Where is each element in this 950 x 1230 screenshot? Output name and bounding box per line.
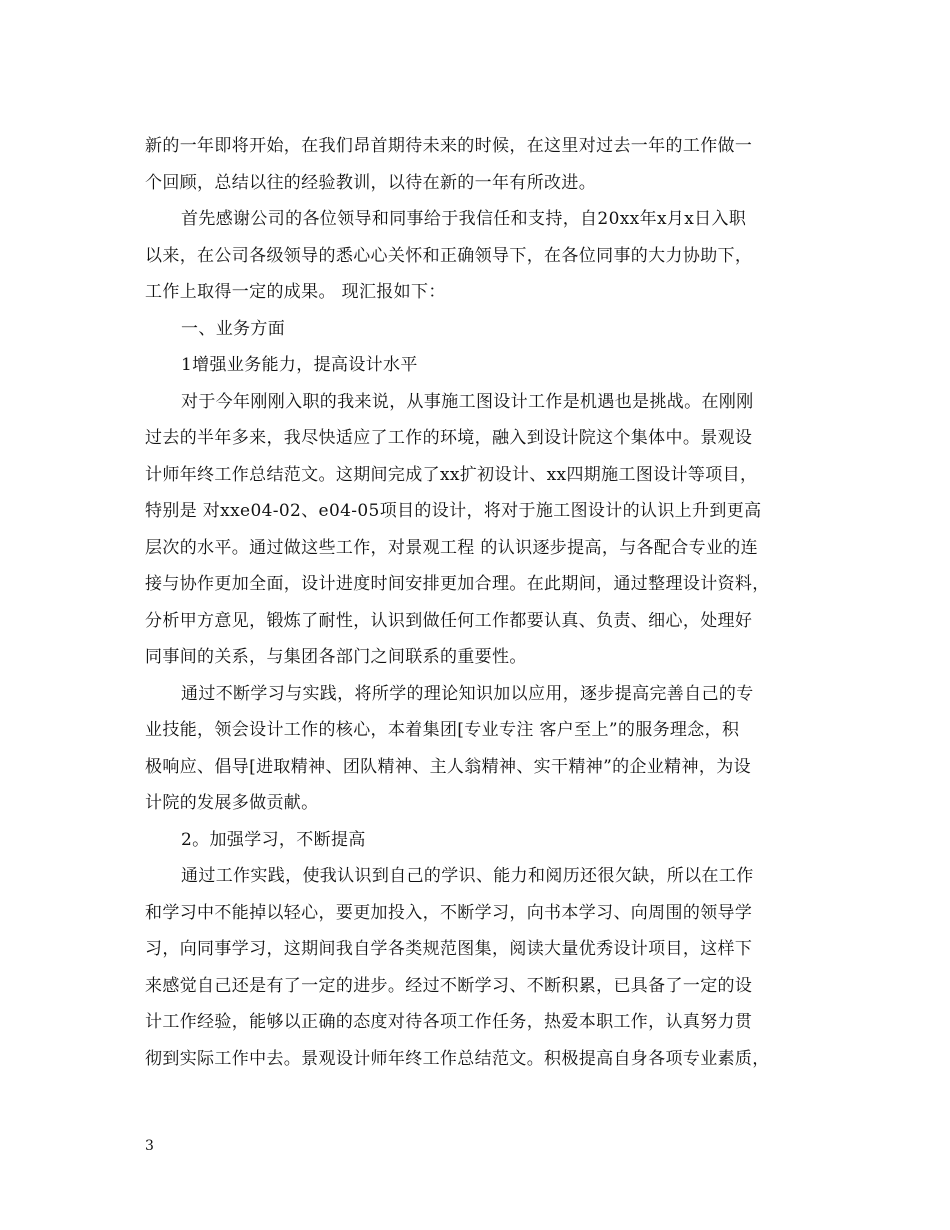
text-line: 新的一年即将开始，在我们昂首期待未来的时候，在这里对过去一年的工作做一 [145, 136, 753, 156]
text-line: 来感觉自己还是有了一定的进步。经过不断学习、不断积累，已具备了一定的设 [145, 975, 753, 996]
text-line: 过去的半年多来，我尽快适应了工作的环境，融入到设计院这个集体中。景观设 [145, 428, 753, 448]
text-line: 特别是 对xxe04-02、e04-05项目的设计，将对于施工图设计的认识上升到更高 [145, 501, 762, 521]
paragraph-start-line: 首先感谢公司的各位领导和同事给于我信任和支持，自20xx年x月x日入职 [181, 209, 747, 229]
paragraph-start-line: 通过工作实践，使我认识到自己的学识、能力和阅历还很欠缺，所以在工作 [181, 866, 754, 886]
text-line: 以来，在公司各级领导的悉心心关怀和正确领导下，在各位同事的大力协助下， [145, 245, 753, 266]
page-number: 3 [145, 1138, 154, 1154]
section-heading: 一、业务方面 [181, 318, 286, 339]
text-line: 业技能，领会设计工作的核心，本着集团[专业专注 客户至上”的服务理念，积 [145, 720, 740, 740]
text-line: 极响应、倡导[进取精神、团队精神、主人翁精神、实干精神”的企业精神，为设 [145, 756, 751, 777]
text-line: 同事间的关系，与集团各部门之间联系的重要性。 [145, 647, 527, 667]
text-line: 彻到实际工作中去。景观设计师年终工作总结范文。积极提高自身各项专业素质， [145, 1048, 770, 1069]
text-line: 工作上取得一定的成果。 现汇报如下： [145, 282, 446, 302]
text-line: 习，向同事学习，这期间我自学各类规范图集，阅读大量优秀设计项目，这样下 [145, 939, 753, 959]
subsection-heading: 1增强业务能力，提高设计水平 [181, 355, 418, 375]
text-line: 接与协作更加全面，设计进度时间安排更加合理。在此期间，通过整理设计资料， [145, 574, 770, 594]
text-line: 和学习中不能掉以轻心，要更加投入，不断学习，向书本学习、向周围的领导学 [145, 902, 753, 923]
paragraph-start-line: 对于今年刚刚入职的我来说，从事施工图设计工作是机遇也是挑战。在刚刚 [181, 391, 754, 412]
subsection-heading: 2。加强学习，不断提高 [181, 829, 366, 850]
text-line: 计工作经验，能够以正确的态度对待各项工作任务，热爱本职工作，认真努力贯 [145, 1012, 753, 1032]
text-line: 计师年终工作总结范文。这期间完成了xx扩初设计、xx四期施工图设计等项目， [145, 464, 758, 485]
paragraph-start-line: 通过不断学习与实践，将所学的理论知识加以应用，逐步提高完善自己的专 [181, 683, 754, 704]
text-line: 计院的发展多做贡献。 [145, 793, 319, 813]
body-text [145, 128, 810, 1077]
text-line: 个回顾，总结以往的经验教训，以待在新的一年有所改进。 [145, 172, 597, 193]
text-line: 分析甲方意见，锻炼了耐性，认识到做任何工作都要认真、负责、细心，处理好 [145, 610, 753, 631]
text-line: 层次的水平。通过做这些工作，对景观工程 的认识逐步提高，与各配合专业的连 [145, 537, 759, 558]
